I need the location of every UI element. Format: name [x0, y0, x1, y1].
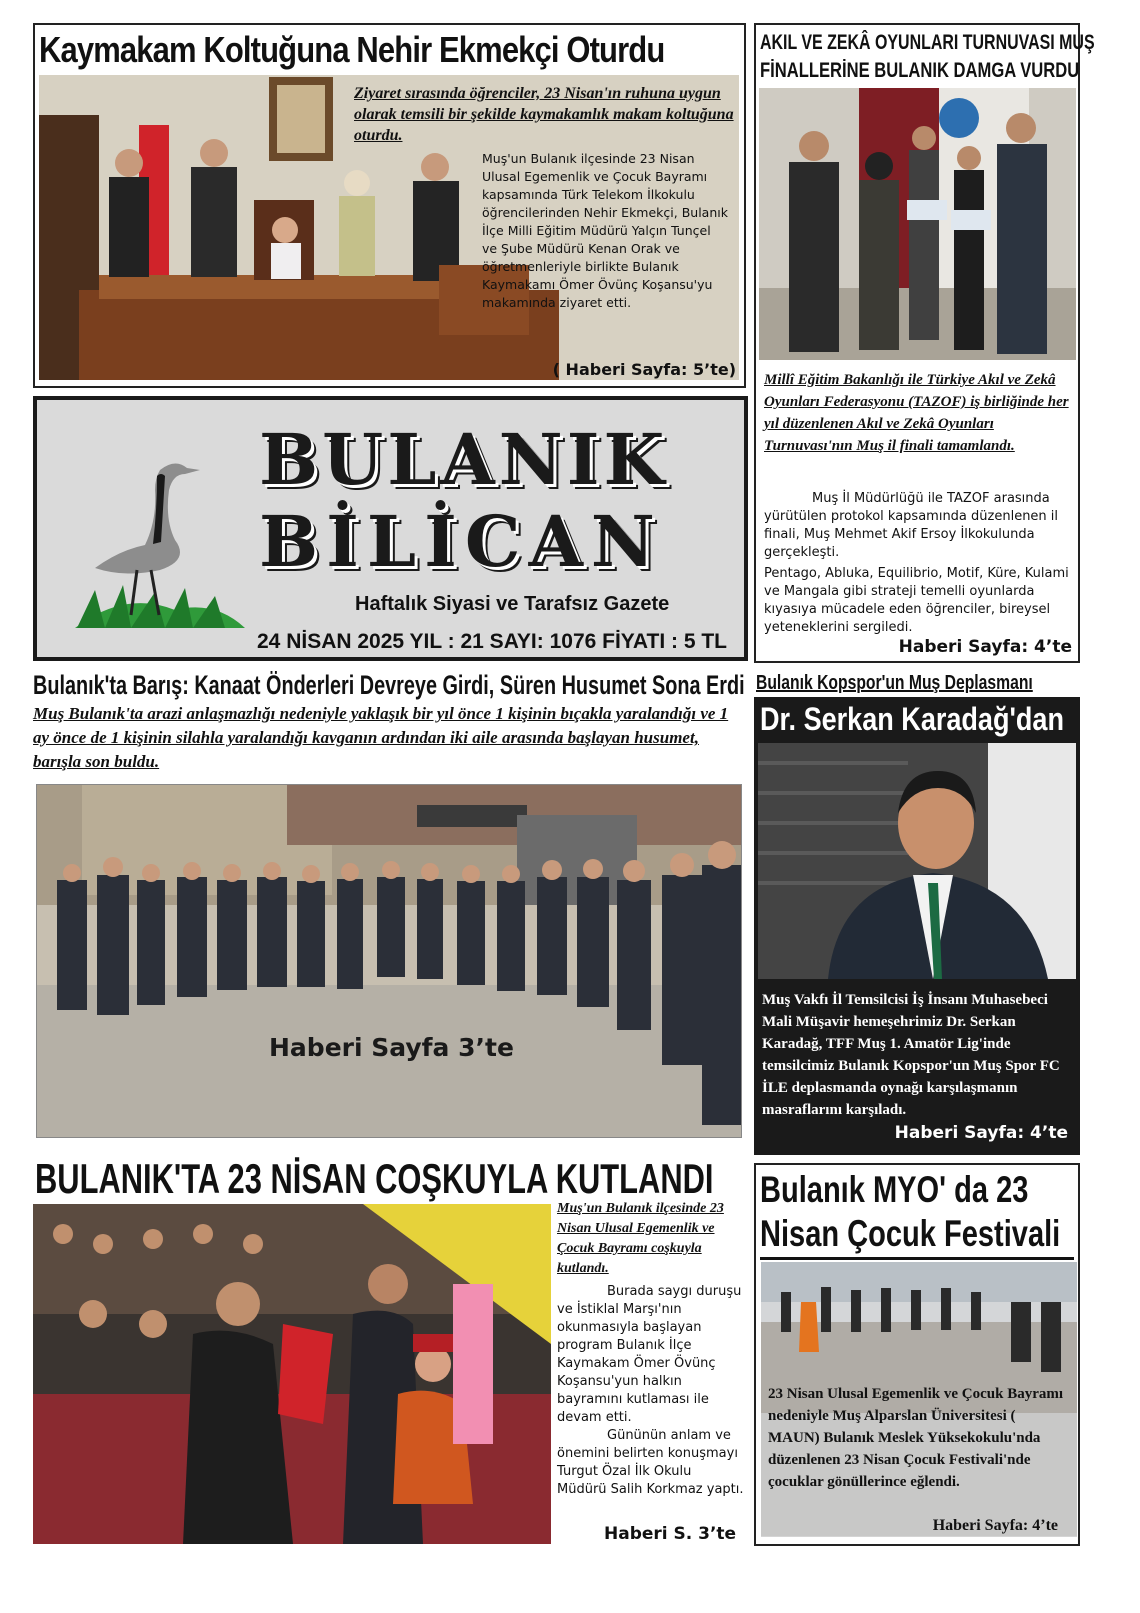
masthead-tagline: Haftalık Siyasi ve Tarafsız Gazete [355, 593, 670, 615]
lead-nisan: Muş'un Bulanık ilçesinde 23 Nisan Ulusal Egemenlik ve Çocuk Bayramı coşkuyla kutlandı. [557, 1201, 724, 1276]
peace-scene-image [37, 785, 742, 1138]
headline-kaymakam: Kaymakam Koltuğuna Nehir Ekmekçi Oturdu [39, 29, 665, 70]
body-akil-1: Muş İl Müdürlüğü ile TAZOF arasında yürütülen protokol kapsamında düzenlenen il finali, Muş Mehmet Akif Ersoy İlkokulunda gerçekleşti. [764, 491, 1059, 560]
masthead [33, 396, 748, 661]
headline-akil-line1: AKIL VE ZEKÂ OYUNLARI TURNUVASI MUŞ [760, 31, 1095, 54]
story-myo [754, 1163, 1080, 1546]
headline-peace: Bulanık'ta Barış: Kanaat Önderleri Devreye Girdi, Süren Husumet Sona Erdi [33, 670, 745, 700]
photo-nisan-celebration [33, 1204, 551, 1544]
masthead-title-1: BULANIK [259, 418, 669, 501]
photo-serkan-karadag [758, 743, 1076, 979]
masthead-issue-info: 24 NİSAN 2025 YIL : 21 SAYI: 1076 FİYATI : 5 TL [257, 630, 727, 653]
photo-peace-gathering [36, 784, 742, 1138]
headline-myo-line2: Nisan Çocuk Festivali [760, 1213, 1061, 1254]
headline-nisan: BULANIK'TA 23 NİSAN COŞKUYLA KUTLANDI [35, 1155, 714, 1202]
ref-kaymakam: ( Haberi Sayfa: 5’te) [552, 360, 736, 379]
lead-akil: Millî Eğitim Bakanlığı ile Türkiye Akıl ve Zekâ Oyunları Federasyonu (TAZOF) iş birliğinde her yıl düzenlenen Akıl ve Zekâ Oyunları Turnuvası'nın Muş il finali tamamlandı. [764, 372, 1069, 454]
myo-title-rule [760, 1257, 1074, 1260]
tournament-scene-image [759, 88, 1076, 360]
lead-kaymakam: Ziyaret sırasında öğrenciler, 23 Nisan'ın ruhuna uygun olarak temsili bir şekilde kaymakamlık makam koltuğuna oturdu. [354, 85, 734, 144]
peace-photo-caption: Haberi Sayfa 3’te [269, 1033, 514, 1062]
ref-akil: Haberi Sayfa: 4’te [898, 637, 1072, 657]
ref-myo: Haberi Sayfa: 4’te [932, 1517, 1058, 1534]
story-sport-box [754, 697, 1080, 1155]
kaymakam-text-panel [350, 83, 740, 379]
body-myo: 23 Nisan Ulusal Egemenlik ve Çocuk Bayramı nedeniyle Muş Alparslan Üniversitesi ( MAUN) Bulanık Meslek Yüksekokulu'nda düzenlenen 23 Nisan Çocuk Festivali'nde çocuklar gönüllerince eğlendi. [768, 1386, 1064, 1490]
ref-nisan: Haberi S. 3’te [604, 1524, 737, 1544]
photo-tournament-winners [759, 88, 1076, 360]
lead-peace: Muş Bulanık'ta arazi anlaşmazlığı nedeniyle yaklaşık bir yıl önce 1 kişinin bıçakla yaralandığı ve 1 ay önce de 1 kişinin silahla yaralandığı kavganın ardından iki aile arasında başlayan husumet, barışla son buldu. [33, 704, 729, 771]
crane-logo-icon [65, 450, 250, 640]
celebration-scene-image [33, 1204, 551, 1544]
headline-akil-line2: FİNALLERİNE BULANIK DAMGA VURDU [760, 59, 1080, 82]
body-akil-2: Pentago, Abluka, Equilibrio, Motif, Küre, Kulami ve Mangala gibi strateji temelli oyunlarda kıyasıya mücadele eden öğrenciler, bireysel yeteneklerini sergiledi. [764, 566, 1069, 635]
headline-myo-line1: Bulanık MYO' da 23 [760, 1169, 1029, 1210]
kicker-sport: Bulanık Kopspor'un Muş Deplasmanı [756, 672, 1033, 694]
masthead-title-2: BİLİCAN [259, 500, 663, 583]
story-kaymakam [33, 23, 746, 388]
ref-sport: Haberi Sayfa: 4’te [894, 1123, 1068, 1143]
headline-sport: Dr. Serkan Karadağ'dan [760, 701, 1064, 737]
body-kaymakam: Muş'un Bulanık ilçesinde 23 Nisan Ulusal Egemenlik ve Çocuk Bayramı kapsamında Türk Telekom İlkokulu öğrencilerinden Nehir Ekmekçi, Bulanık İlçe Milli Eğitim Müdürü Yalçın Tunçel ve Şube Müdürü Kenan Orak ve öğretmenleriyle birlikte Bulanık Kaymakamı Ömer Övünç Koşansu'yu makamında ziyaret etti. [482, 151, 728, 310]
story-akil-zeka [754, 23, 1095, 663]
body-nisan-2: Gününün anlam ve önemini belirten konuşmayı Turgut Özal İlk Okulu Müdürü Salih Korkmaz yaptı. [557, 1428, 744, 1497]
body-nisan-1: Burada saygı duruşu ve İstiklal Marşı'nın okunmasıyla başlayan program Bulanık İlçe Kaymakam Ömer Övünç Koşansu'yun halkın bayramını kutlaması ile devam etti. [557, 1284, 742, 1425]
body-sport: Muş Vakfı İl Temsilcisi İş İnsanı Muhasebeci Mali Müşavir hemeşehrimiz Dr. Serkan Karadağ, TFF Muş 1. Amatör Lig'inde temsilcimiz Bulanık Kopspor'un Muş Spor FC İLE deplasmanda oynağı karşılaşmanın masraflarını karşıladı. [762, 992, 1060, 1118]
portrait-image [758, 743, 1076, 979]
